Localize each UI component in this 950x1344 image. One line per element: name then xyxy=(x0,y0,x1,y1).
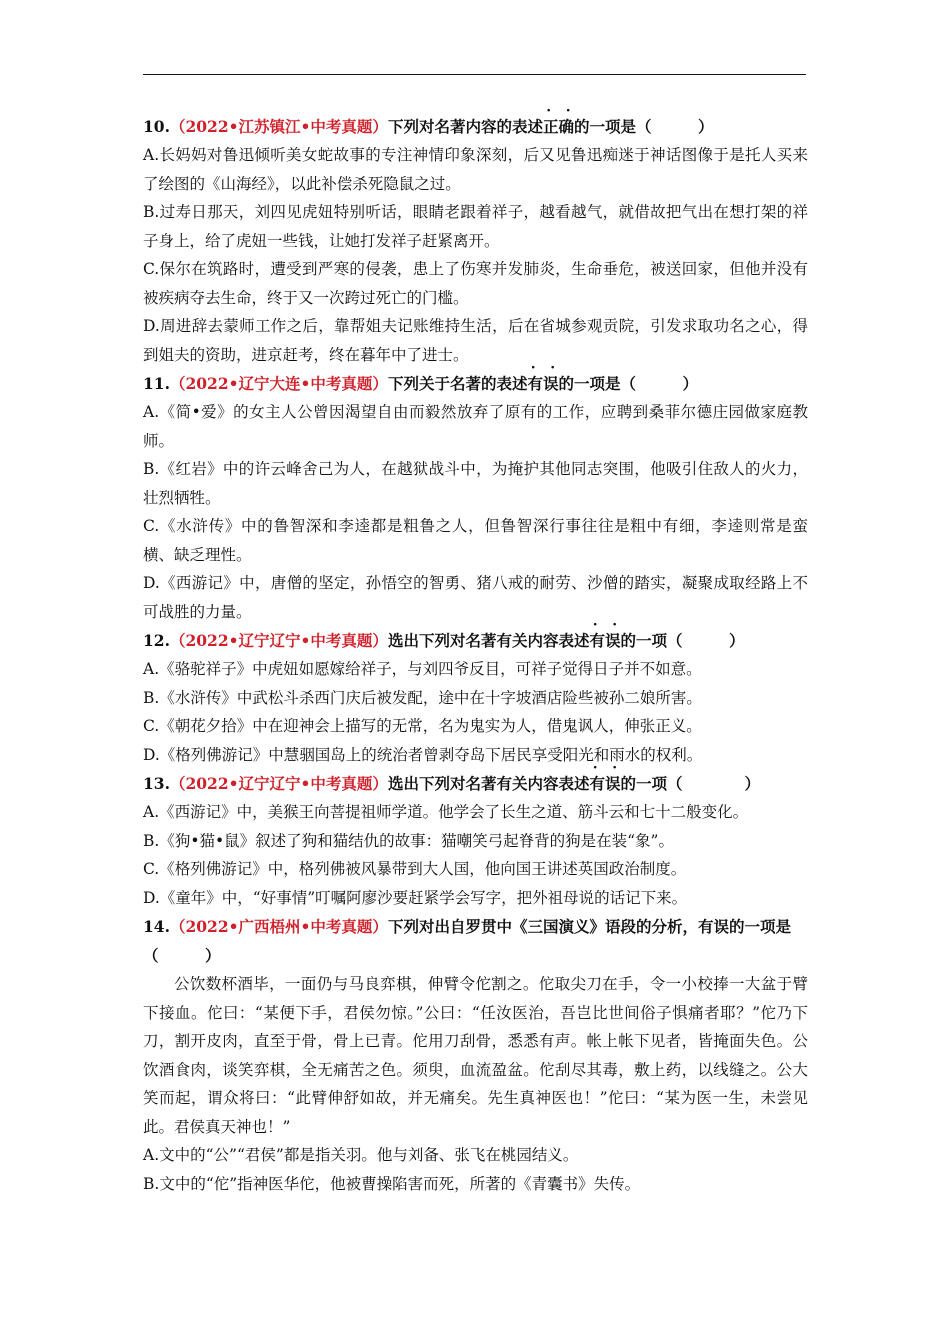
question-source: （2022•江苏镇江•中考真题） xyxy=(169,117,388,136)
option-a: A.文中的“公”“君侯”都是指关羽。他与刘备、张飞在桃园结义。 xyxy=(143,1146,579,1164)
option-b: B.《狗•猫•鼠》叙述了狗和猫结仇的故事：猫嘲笑弓起脊背的狗是在装“象”。 xyxy=(143,831,674,850)
stem-text-tail: 的一项（ ） xyxy=(620,774,760,793)
option-b: B.过寿日那天，刘四见虎妞特别听话，眼睛老跟着祥子，越看越气，就借故把气出在想打架的祥子身上，给了虎妞一些钱，让她打发祥子赶紧离开。 xyxy=(143,203,808,250)
stem-text-tail: 的一项是（ ） xyxy=(573,117,714,136)
option-d: D.《童年》中，“好事情”叮嘱阿廖沙要赶紧学会写字，把外祖母说的话记下来。 xyxy=(143,888,688,907)
question-stem xyxy=(143,112,808,141)
question-number: 13. xyxy=(143,774,170,793)
option-c: C.《朝花夕拾》中在迎神会上描写的无常，名为鬼实为人，借鬼讽人，伸张正义。 xyxy=(143,717,702,735)
stem-text: 下列关于名著的表述 xyxy=(387,374,528,393)
question-number: 10. xyxy=(143,117,170,136)
option-d: D.《格列佛游记》中慧骃国岛上的统治者曾剥夺岛下居民享受阳光和雨水的权利。 xyxy=(143,745,703,764)
emphasized-word: · · 正确 xyxy=(543,112,574,141)
question-number: 14. xyxy=(143,917,170,936)
option-c: C.《水浒传》中的鲁智深和李逵都是粗鲁之人，但鲁智深行事往往是粗中有细，李逵则常是蛮横、缺乏理性。 xyxy=(143,517,808,564)
option-a: A.长妈妈对鲁迅倾听美女蛇故事的专注神情印象深刻，后又见鲁迅痴迷于神话图像于是托人买来了绘图的《山海经》，以此补偿杀死隐鼠之过。 xyxy=(143,146,808,193)
stem-text: 下列对名著内容的表述 xyxy=(387,117,543,136)
question-stem xyxy=(143,626,808,655)
question-stem xyxy=(143,769,808,798)
reading-passage: 公饮数杯酒毕，一面仍与马良弈棋，伸臂令佗割之。佗取尖刀在手，令一小校捧一大盆于臂下接血。佗曰：“某便下手，君侯勿惊。”公曰：“任汝医治，吾岂比世间俗子惧痛者耶？”佗乃下刀，割开皮肉，直至于骨，骨上已青。佗用刀刮骨，悉悉有声。帐上帐下见者，皆掩面失色。公饮酒食肉，谈笑弈棋，全无痛苦之色。须臾，血流盈盆。佗刮尽其毒，敷上药，以线缝之。公大笑而起，谓众将曰：“此臂伸舒如故，并无痛矣。先生真神医也！”佗曰：“某为医一生，未尝见此。君侯真天神也！” xyxy=(143,975,808,1136)
option-d: D.周进辞去蒙师工作之后，靠帮姐夫记账维持生活，后在省城参观贡院，引发求取功名之心，得到姐夫的资助，进京赶考，终在暮年中了进士。 xyxy=(143,317,808,364)
stem-text: 选出下列对名著有关内容表述 xyxy=(387,774,590,793)
option-a: A.《简•爱》的女主人公曾因渴望自由而毅然放弃了原有的工作，应聘到桑菲尔德庄园做家庭教师。 xyxy=(143,403,808,450)
option-b: B.文中的“佗”指神医华佗，他被曹操陷害而死，所著的《青囊书》失传。 xyxy=(143,1174,641,1193)
question-13 xyxy=(143,769,808,912)
option-c: C.《格列佛游记》中，格列佛被风暴带到大人国，他向国王讲述英国政治制度。 xyxy=(143,860,687,878)
option-c: C.保尔在筑路时，遭受到严寒的侵袭，患上了伤寒并发肺炎，生命垂危，被送回家，但他并没有被疾病夺去生命，终于又一次跨过死亡的门槛。 xyxy=(143,260,808,307)
question-source: （2022•辽宁辽宁•中考真题） xyxy=(169,774,388,793)
question-source: （2022•辽宁辽宁•中考真题） xyxy=(169,631,388,650)
emphasized-word: · · 有误 xyxy=(589,769,620,798)
option-b: B.《红岩》中的许云峰舍己为人，在越狱战斗中，为掩护其他同志突围，他吸引住敌人的火力，壮烈牺牲。 xyxy=(143,460,808,507)
question-11 xyxy=(143,369,808,626)
emphasized-word: · · 有误 xyxy=(527,369,558,398)
option-a: A.《骆驼祥子》中虎妞如愿嫁给祥子，与刘四爷反目，可祥子觉得日子并不如意。 xyxy=(143,660,702,678)
question-14 xyxy=(143,912,808,1198)
question-12 xyxy=(143,626,808,769)
emphasized-word: · · 有误 xyxy=(589,626,620,655)
question-source: （2022•广西梧州•中考真题） xyxy=(169,917,388,936)
question-source: （2022•辽宁大连•中考真题） xyxy=(169,374,388,393)
stem-text: 选出下列对名著有关内容表述 xyxy=(387,631,590,650)
question-stem xyxy=(143,369,808,398)
question-number: 11. xyxy=(143,374,170,393)
stem-text-tail: 的一项是（ ） xyxy=(558,374,698,393)
header-rule xyxy=(143,74,806,75)
option-d: D.《西游记》中，唐僧的坚定，孙悟空的智勇、猪八戒的耐劳、沙僧的踏实，凝聚成取经路上不可战胜的力量。 xyxy=(143,574,808,621)
question-list xyxy=(143,112,808,1198)
stem-text-tail: 的一项（ ） xyxy=(620,631,745,650)
option-b: B.《水浒传》中武松斗杀西门庆后被发配，途中在十字坡酒店险些被孙二娘所害。 xyxy=(143,688,702,707)
question-number: 12. xyxy=(143,631,170,650)
question-stem xyxy=(143,912,808,970)
question-10 xyxy=(143,112,808,369)
stem-text: 下列对出自罗贯中《三国演义》语段的分析，有误的一项是（ ） xyxy=(143,917,791,965)
option-a: A.《西游记》中，美猴王向菩提祖师学道。他学会了长生之道、筋斗云和七十二般变化。 xyxy=(143,803,749,821)
